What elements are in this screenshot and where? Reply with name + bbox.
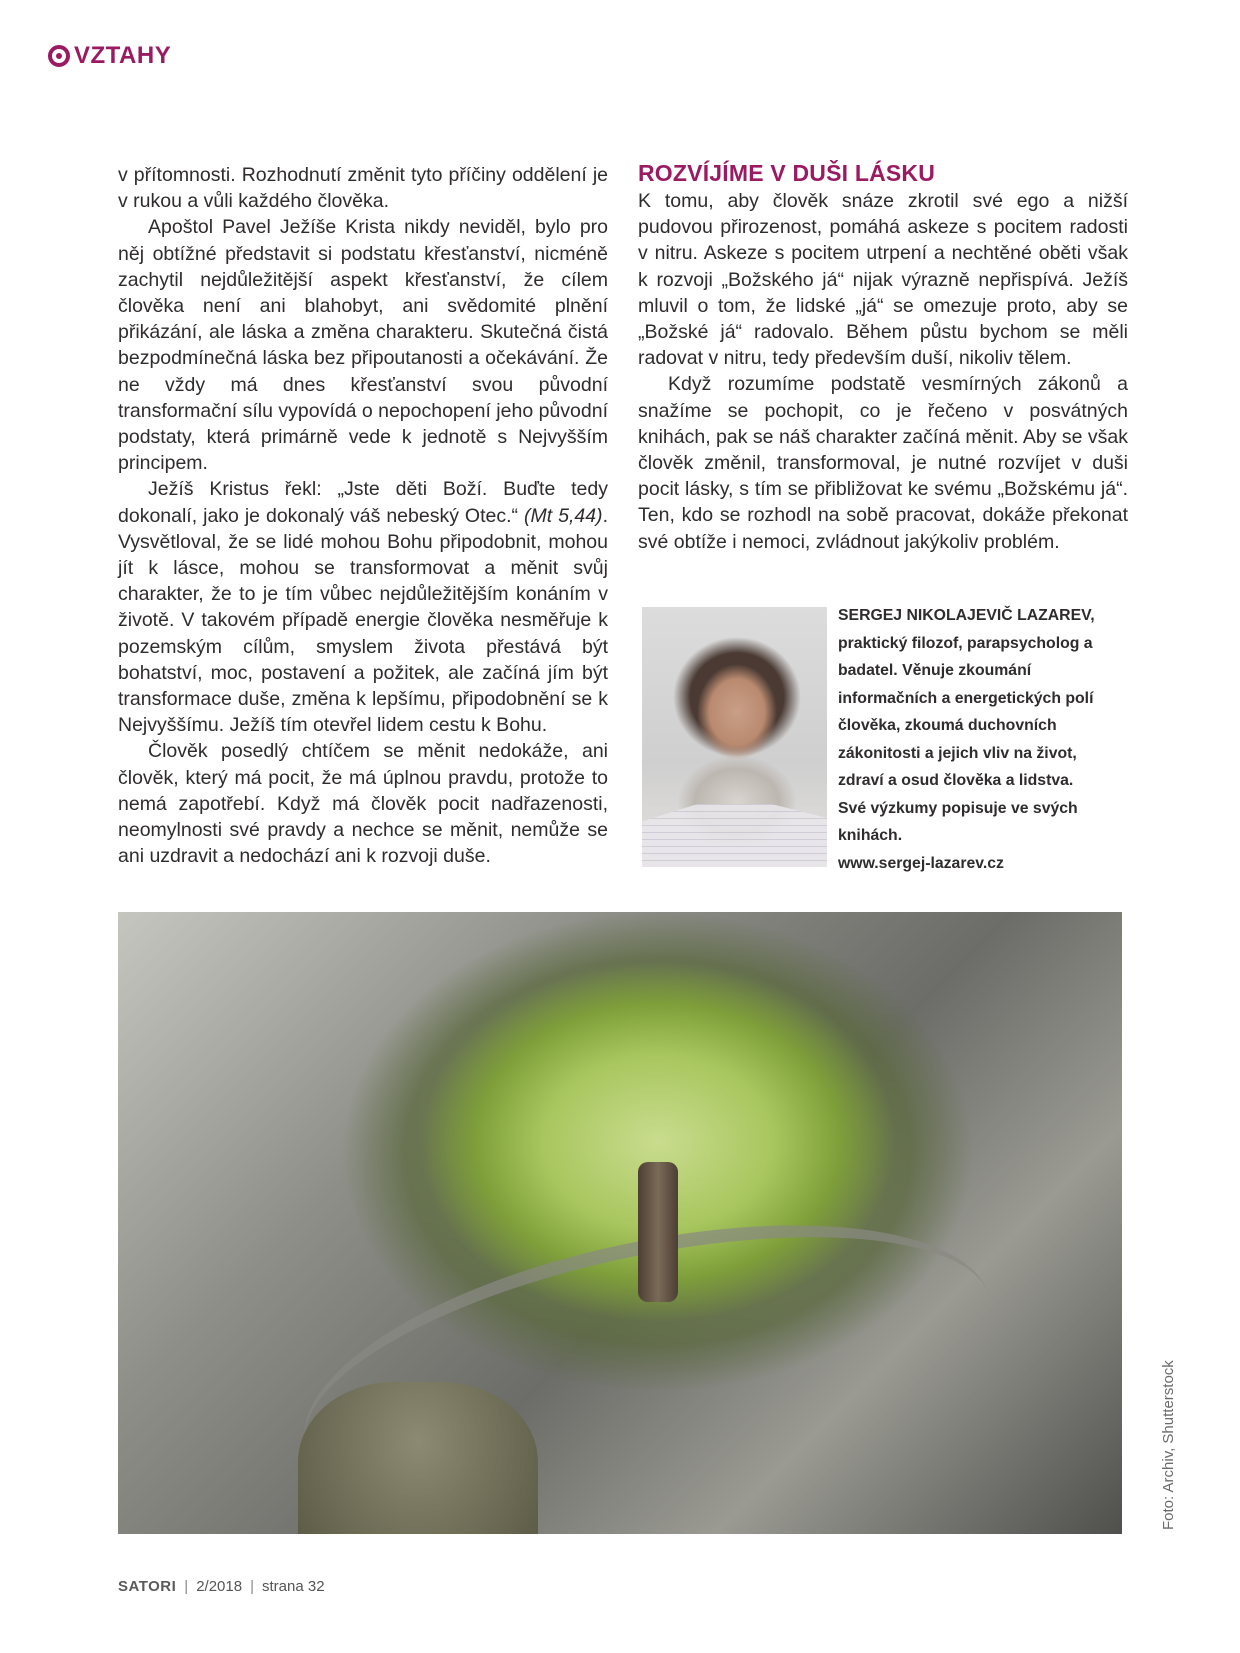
- subheading: ROZVÍJÍME V DUŠI LÁSKU: [638, 160, 936, 186]
- author-website-link[interactable]: www.sergej-lazarev.cz: [838, 854, 1004, 872]
- quote-continuation: . Vysvětloval, že se lidé mohou Bohu připodobnit, mohou jít k lásce, mohou se transformovat a měnit svůj charakter, že to je tím vůbec nejdůležitějším konáním v životě. V takovém případě energie člověka nesměřuje k pozemským cílům, smyslem života přestává být bohatství, moc, postavení a požitek, ale začíná jím být transformace duše, změna k lepšímu, připodobnění se k Nejvyššímu. Ježíš tím otevřel lidem cestu k Bohu.: [118, 504, 608, 737]
- quote-text: Ježíš Kristus řekl: „Jste děti Boží. Buďte tedy dokonalí, jako je dokonalý váš nebeský Otec.“: [118, 478, 608, 527]
- paragraph: v přítomnosti. Rozhodnutí změnit tyto příčiny oddělení je v rukou a vůli každého člověka.: [118, 164, 608, 213]
- stairwell-photo: [118, 912, 1122, 1534]
- bible-reference: (Mt 5,44): [523, 504, 603, 527]
- author-name: SERGEJ NIKOLAJEVIČ LAZAREV,: [838, 607, 1095, 624]
- target-circle-icon: [48, 45, 70, 67]
- article-column-right: [638, 162, 1128, 555]
- author-photo: [642, 607, 827, 867]
- stone-wall: [298, 1382, 538, 1534]
- section-label: VZTAHY: [74, 42, 172, 69]
- paragraph: [118, 476, 608, 738]
- section-tag: [48, 42, 171, 70]
- photo-credit: Foto: Archiv, Shutterstock: [1160, 1360, 1177, 1530]
- author-shirt: [642, 797, 827, 867]
- separator: |: [250, 1578, 254, 1595]
- tree-trunk: [638, 1162, 678, 1302]
- paragraph: Člověk posedlý chtíčem se měnit nedokáže, ani člověk, který má pocit, že má úplnou pravdu, protože to nemá zapotřebí. Když má člověk pocit nadřazenosti, neomylnosti své pravdy a nechce se měnit, nemůže se ani uzdravit a nedochází ani k rozvoji duše.: [118, 740, 608, 868]
- paragraph: Když rozumíme podstatě vesmírných zákonů a snažíme se pochopit, co je řečeno v posvátných knihách, pak se náš charakter začíná měnit. Aby se však člověk změnil, transformoval, je nutné rozvíjet v duši pocit lásky, s tím se přibližovat ke svému „Božskému já“. Ten, kdo se rozhodl na sobě pracovat, dokáže překonat své obtíže i nemoci, zvládnout jakýkoliv problém.: [638, 373, 1128, 553]
- page-number: strana 32: [262, 1578, 325, 1595]
- paragraph: Apoštol Pavel Ježíše Krista nikdy neviděl, bylo pro něj obtížné představit si podstatu křesťanství, nicméně zachytil nejdůležitější aspekt křesťanství, že cílem člověka není ani blahobyt, ani svědomité plnění přikázání, ale láska a změna charakteru. Skutečná čistá bezpodmínečná láska bez připoutanosti a očekávání. Že ne vždy má dnes křesťanství svou původní transformační sílu vypovídá o nepochopení jeho původní podstaty, která primárně vede k jednotě s Nejvyšším principem.: [118, 216, 608, 475]
- magazine-brand: SATORI: [118, 1578, 177, 1595]
- separator: |: [184, 1578, 189, 1595]
- issue-number: 2/2018: [196, 1578, 243, 1595]
- author-bio: [838, 602, 1100, 877]
- paragraph: K tomu, aby člověk snáze zkrotil své ego a nižší pudovou přirozenost, pomáhá askeze s pocitem radosti v nitru. Askeze s pocitem utrpení a nechtěné oběti však k rozvoji „Božského já“ nijak výrazně nepřispívá. Ježíš mluvil o tom, že lidské „já“ se omezuje proto, aby se „Božské já“ radovalo. Během půstu bychom se měli radovat v nitru, tedy především duší, nikoliv tělem.: [638, 190, 1128, 370]
- author-description: praktický filozof, parapsycholog a badatel. Věnuje zkoumání informačních a energetických polí člověka, zkoumá duchovních zákonitosti a jejich vliv na život, zdraví a osud člověka a lidstva. Své výzkumy popisuje ve svých knihách.: [838, 634, 1094, 844]
- article-column-left: [118, 162, 608, 869]
- page-footer: [118, 1578, 325, 1595]
